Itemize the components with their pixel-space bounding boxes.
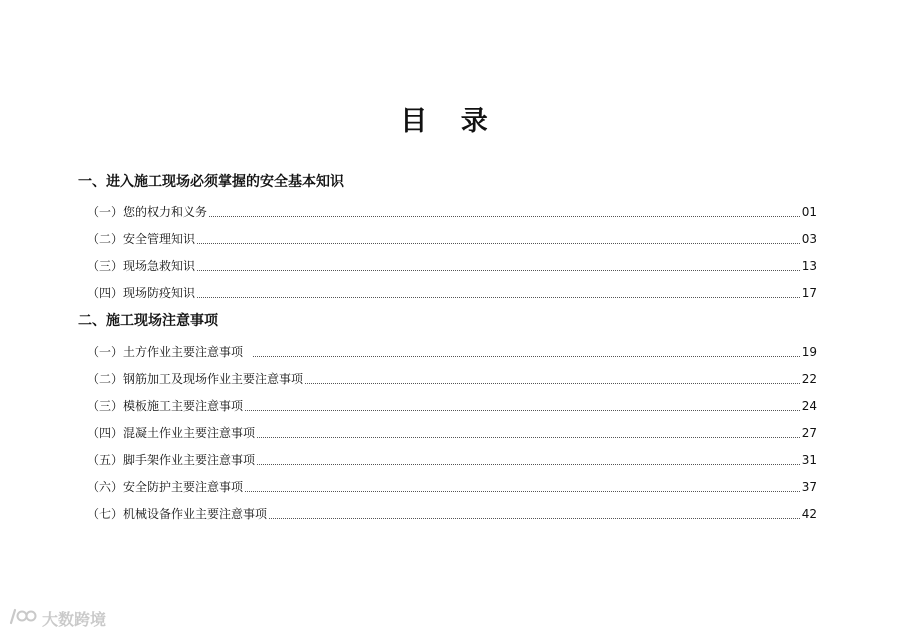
toc-leader-dots [197,297,800,298]
toc-leader-dots [197,270,800,271]
toc-entry[interactable] [87,258,817,275]
toc-entry-label: （三）现场急救知识 [87,259,196,273]
toc-entry-label: （四）混凝土作业主要注意事项 [87,426,256,440]
toc-leader-dots [257,437,800,438]
toc-entry-label: （一）土方作业主要注意事项 [87,345,244,359]
toc-page-number: 19 [801,345,817,359]
toc-page-number: 01 [801,205,817,219]
toc-page-number: 24 [801,399,817,413]
toc-page-number: 17 [801,286,817,300]
watermark [8,606,106,630]
toc-leader-dots [257,464,800,465]
toc-leader-dots [269,518,800,519]
toc-entry[interactable] [87,506,817,523]
page-title: 目 录 [400,106,500,137]
toc-entry[interactable] [87,398,817,415]
toc-leader-dots [305,383,800,384]
section-heading: 二、施工现场注意事项 [78,313,218,329]
toc-page-number: 27 [801,426,817,440]
toc-leader-dots [197,243,800,244]
toc-entry[interactable] [87,371,817,388]
toc-entry[interactable] [87,479,817,496]
toc-leader-dots [245,410,800,411]
toc-entry-label: （七）机械设备作业主要注意事项 [87,507,268,521]
toc-entry[interactable] [87,425,817,442]
toc-entry[interactable] [87,452,817,469]
toc-entry-label: （二）钢筋加工及现场作业主要注意事项 [87,372,304,386]
loop-logo-icon [8,606,42,630]
toc-page-number: 31 [801,453,817,467]
toc-page-number: 37 [801,480,817,494]
toc-entry-label: （三）模板施工主要注意事项 [87,399,244,413]
toc-entry-label: （五）脚手架作业主要注意事项 [87,453,256,467]
toc-page-number: 22 [801,372,817,386]
toc-entry-label: （二）安全管理知识 [87,232,196,246]
toc-entry-label: （一）您的权力和义务 [87,205,208,219]
toc-entry[interactable] [87,344,817,361]
toc-entry[interactable] [87,204,817,221]
toc-page-number: 13 [801,259,817,273]
toc-page-number: 42 [801,507,817,521]
toc-page-number: 03 [801,232,817,246]
watermark-text: 大数跨境 [42,609,107,629]
toc-leader-dots [245,491,800,492]
section-heading: 一、进入施工现场必须掌握的安全基本知识 [78,174,344,190]
toc-entry[interactable] [87,231,817,248]
toc-entry[interactable] [87,285,817,302]
toc-leader-dots [209,216,800,217]
toc-entry-label: （六）安全防护主要注意事项 [87,480,244,494]
toc-entry-label: （四）现场防疫知识 [87,286,196,300]
toc-leader-dots [253,356,800,357]
